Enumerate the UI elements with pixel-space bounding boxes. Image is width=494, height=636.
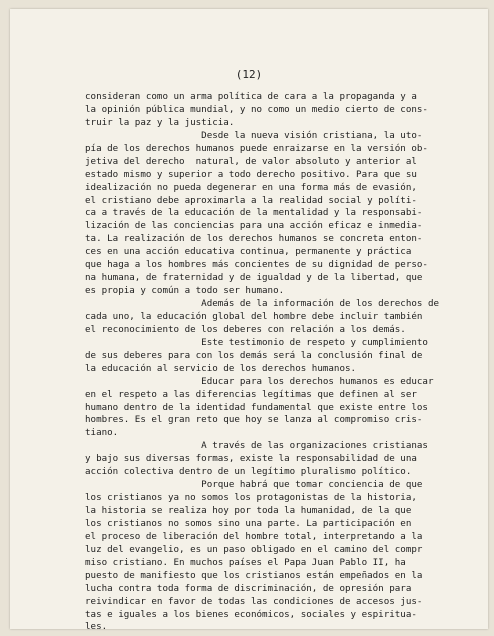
text-line: A través de las organizaciones cristianas <box>85 440 428 452</box>
text-line: Además de la información de los derechos de <box>85 298 440 309</box>
text-line: Desde la nueva visión cristiana, la uto- <box>85 129 423 141</box>
text-line: luz del evangelio, es un paso obligado en el camino del compr <box>85 543 423 555</box>
text-line: les. <box>85 621 108 633</box>
text-line: de sus deberes para con los demás será la conclusión final de <box>85 349 423 361</box>
text-line: Este testimonio de respeto y cumplimiento <box>85 336 428 348</box>
text-line: la opinión pública mundial, y no como un medio cierto de cons- <box>85 103 428 115</box>
text-line: humano dentro de la identidad fundamental que existe entre los <box>85 401 428 413</box>
text-line: tas e iguales a los bienes económicos, sociales y espiritua- <box>85 608 417 620</box>
text-line: miso cristiano. En muchos países el Papa Juan Pablo II, ha <box>85 556 406 568</box>
body-text <box>85 91 490 634</box>
text-line: truir la paz y la justicia. <box>85 116 235 128</box>
text-line: pía de los derechos humanos puede enraizarse en la versión ob- <box>85 142 428 154</box>
document-page <box>10 9 488 633</box>
text-line: na humana, de fraternidad y de igualdad y de la libertad, que <box>85 272 423 284</box>
text-line: en el respeto a las diferencias legítimas que definen al ser <box>85 388 417 400</box>
text-line: el reconocimiento de los deberes con relación a los demás. <box>85 323 406 335</box>
text-line: reivindicar en favor de todas las condiciones de accesos jus- <box>85 595 423 607</box>
text-line: lización de las conciencias para una acción eficaz e inmedia- <box>85 220 423 232</box>
text-line: jetiva del derecho natural, de valor absoluto y anterior al <box>85 155 417 167</box>
text-line: que haga a los hombres más concientes de su dignidad de perso- <box>85 259 428 271</box>
text-line: puesto de manifiesto que los cristianos están empeñados en la <box>85 569 423 581</box>
text-line: cada uno, la educación global del hombre debe incluir también <box>85 310 423 322</box>
text-line: los cristianos ya no somos los protagonistas de la historia, <box>85 492 417 504</box>
text-line: Porque habrá que tomar conciencia de que <box>85 479 423 491</box>
text-line: la historia se realiza hoy por toda la humanidad, de la que <box>85 505 412 516</box>
text-line: la educación al servicio de los derechos humanos. <box>85 362 357 374</box>
page-number: (12) <box>235 68 263 81</box>
text-line: tiano. <box>85 427 119 439</box>
text-line: el cristiano debe aproximarla a la realidad social y políti- <box>85 194 417 206</box>
text-line: Educar para los derechos humanos es educar <box>85 375 434 387</box>
text-line: ca a través de la educación de la mentalidad y la responsabi- <box>85 207 423 219</box>
text-line: es propia y común a todo ser humano. <box>85 285 285 297</box>
text-line: acción colectiva dentro de un legítimo pluralismo político. <box>85 466 412 478</box>
text-line: estado mismo y superior a todo derecho positivo. Para que su <box>85 168 417 180</box>
text-line: consideran como un arma política de cara a la propaganda y a <box>85 91 417 102</box>
text-line: ta. La realización de los derechos humanos se concreta enton- <box>85 233 423 245</box>
text-line: lucha contra toda forma de discriminación, de opresión para <box>85 582 412 594</box>
text-line: el proceso de liberación del hombre total, interpretando a la <box>85 530 423 542</box>
text-line: los cristianos no somos sino una parte. La participación en <box>85 517 412 529</box>
text-line: idealización no pueda degenerar en una forma más de evasión, <box>85 181 417 193</box>
text-line: y bajo sus diversas formas, existe la responsabilidad de una <box>85 453 417 465</box>
text-line: hombres. Es el gran reto que hoy se lanza al compromiso cris- <box>85 414 423 426</box>
text-line: ces en una acción educativa continua, permanente y práctica <box>85 246 412 258</box>
